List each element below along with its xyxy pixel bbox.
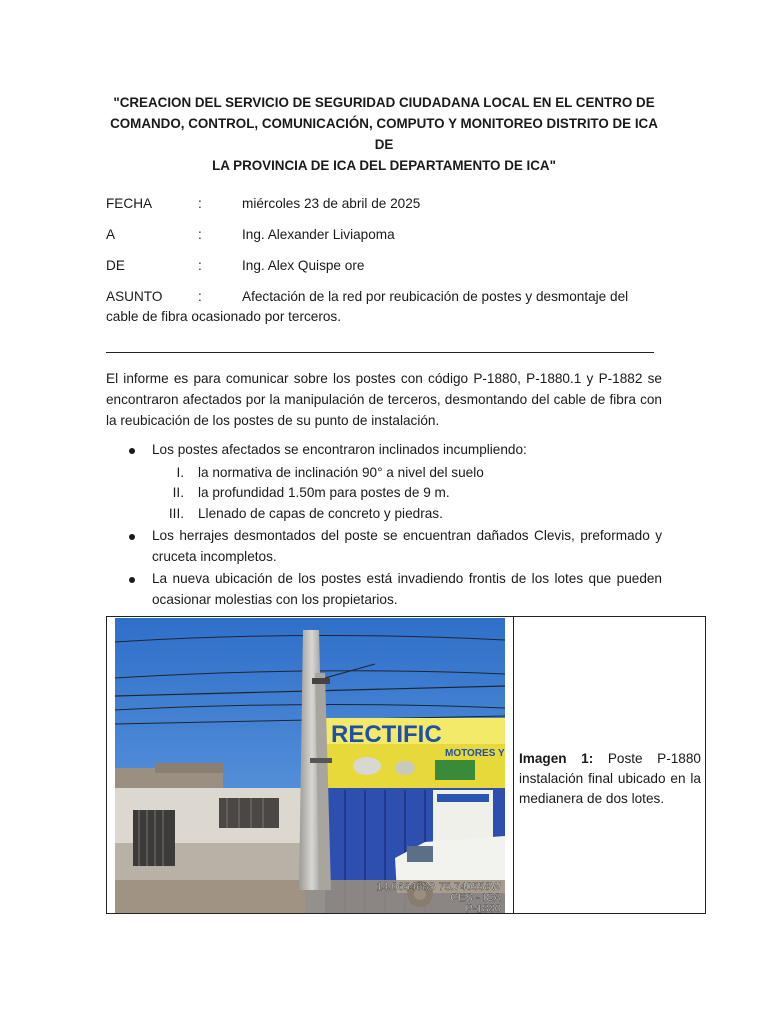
bullet-item <box>106 569 662 610</box>
fecha-colon: : <box>198 196 202 211</box>
roman-number: II. <box>172 485 184 500</box>
fecha-label: FECHA <box>106 196 153 211</box>
title-line-3: LA PROVINCIA DE ICA DEL DEPARTAMENTO DE ICA" <box>212 158 556 173</box>
a-label: A <box>106 227 116 242</box>
bullet-item <box>106 526 662 567</box>
bullet-text: Los herrajes desmontados del poste se encuentran dañados Clevis, preformado y cruceta incompletos. <box>152 528 662 564</box>
pole-photo-illustration <box>115 618 505 913</box>
roman-item <box>106 483 662 504</box>
a-value: Ing. Alexander Liviapoma <box>242 227 395 242</box>
table-divider <box>513 617 514 913</box>
bullet-item <box>106 440 662 461</box>
separator-line <box>106 352 654 353</box>
figure-caption <box>519 749 701 809</box>
bullet-icon <box>129 577 135 583</box>
figure-table <box>106 616 706 914</box>
stamp-coordinates: 14.065468S 75.740558W <box>376 881 501 893</box>
fecha-value: miércoles 23 de abril de 2025 <box>242 196 421 211</box>
intro-paragraph: El informe es para comunicar sobre los postes con código P-1880, P-1880.1 y P-1882 se encontraron afectados por la manipulación de terceros, desmontando del cable de fibra con la reubicación de los postes de su punto de instalación. <box>106 371 662 428</box>
caption-label: Imagen 1: <box>519 751 594 766</box>
roman-number: III. <box>168 505 184 521</box>
asunto-value-line-2: cable de fibra ocasionado por terceros. <box>106 309 342 324</box>
meta-asunto <box>106 287 666 327</box>
title-line-2: COMANDO, CONTROL, COMUNICACIÓN, COMPUTO Y MONITOREO DISTRITO DE ICA DE <box>110 116 658 152</box>
roman-text: la profundidad 1.50m para postes de 9 m. <box>198 485 450 500</box>
de-colon: : <box>198 258 202 273</box>
de-value: Ing. Alex Quispe ore <box>242 258 365 273</box>
sign-sub-text: MOTORES Y <box>445 748 505 759</box>
sign-main-text: RECTIFIC <box>331 721 442 748</box>
bullet-text: La nueva ubicación de los postes está invadiendo frontis de los lotes que pueden ocasionar molestias con los propietarios. <box>152 571 662 607</box>
asunto-label: ASUNTO <box>106 289 163 304</box>
caption-text: Poste P-1880 instalación final ubicado en la medianera de dos lotes. <box>519 751 701 806</box>
de-label: DE <box>106 258 125 273</box>
asunto-value-line-1: Afectación de la red por reubicación de postes y desmontaje del <box>242 289 629 304</box>
pole-photo <box>115 618 505 913</box>
roman-text: Llenado de capas de concreto y piedras. <box>198 505 443 521</box>
bullet-text: Los postes afectados se encontraron inclinados incumpliendo: <box>152 442 527 457</box>
bullet-list <box>106 440 662 612</box>
roman-item <box>106 463 662 484</box>
stamp-location: CES - ICA <box>450 892 501 904</box>
a-colon: : <box>198 227 202 242</box>
roman-number: I. <box>176 464 184 480</box>
asunto-colon: : <box>198 289 202 304</box>
bullet-icon <box>129 448 135 454</box>
roman-text: la normativa de inclinación 90° a nivel del suelo <box>198 464 484 480</box>
title-line-1: "CREACION DEL SERVICIO DE SEGURIDAD CIUDADANA LOCAL EN EL CENTRO DE <box>113 95 655 110</box>
roman-item <box>106 504 662 525</box>
stamp-pole-code: P-1880 <box>465 903 501 913</box>
document-title <box>100 92 668 176</box>
bullet-icon <box>129 534 135 540</box>
